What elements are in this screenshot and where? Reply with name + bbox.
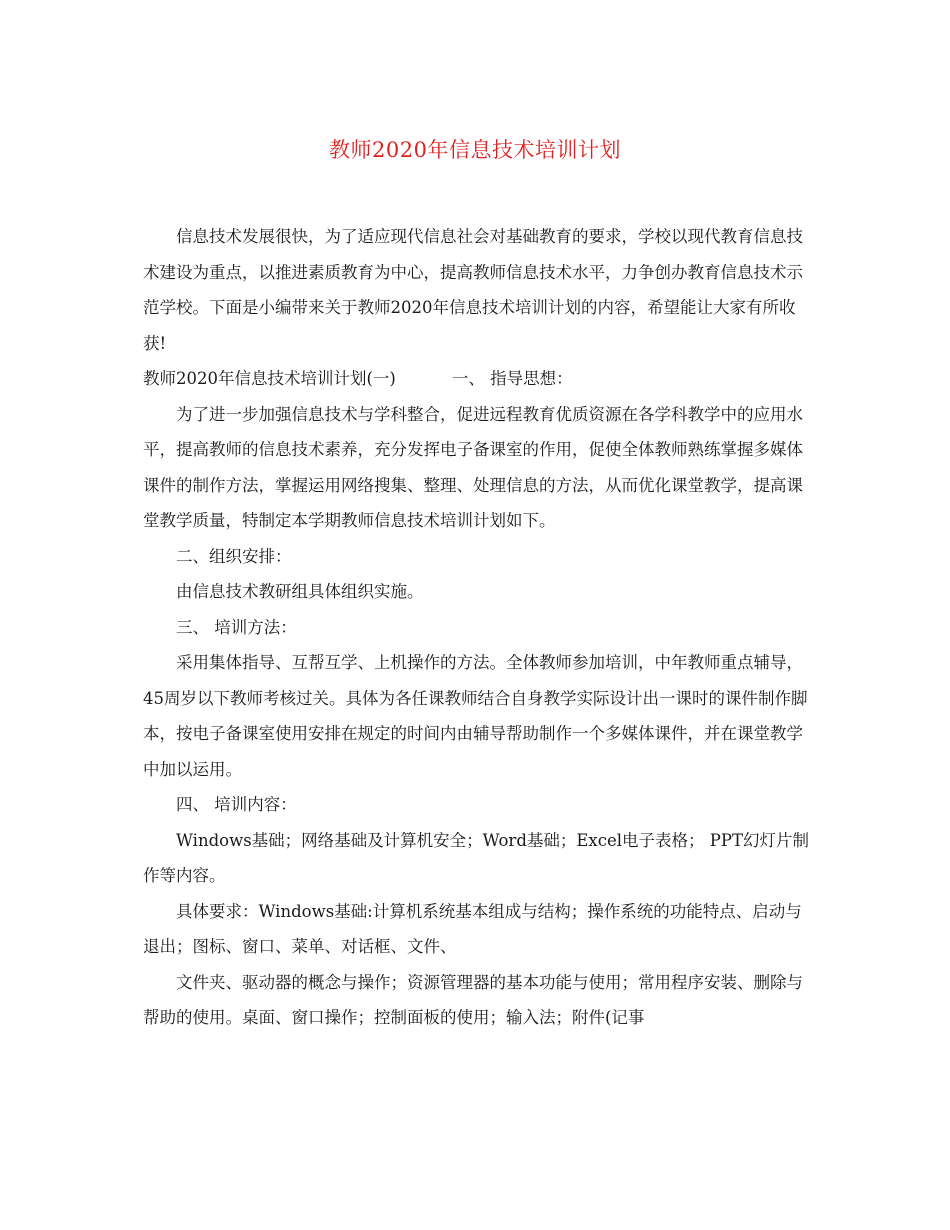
section-heading-training-content: 四、 培训内容： <box>176 795 297 814</box>
paragraph-training-method: 采用集体指导、互帮互学、上机操作的方法。全体教师参加培训，中年教师重点辅导，45周岁以下教师考核过关。具体为各任课教师结合自身教学实际设计出一课时的课件制作脚本，按电子备课室使用安排在规定的时间内由辅导帮助制作一个多媒体课件，并在课堂教学中加以运用。 <box>143 653 808 779</box>
document-title: 教师2020年信息技术培训计划 <box>329 138 621 162</box>
section-heading-guiding-ideology: 一、 指导思想： <box>451 369 573 388</box>
paragraph-guiding-ideology: 为了进一步加强信息技术与学科整合，促进远程教育优质资源在各学科教学中的应用水平，提高教师的信息技术素养，充分发挥电子备课室的作用，促使全体教师熟练掌握多媒体课件的制作方法，掌握运用网络搜集、整理、处理信息的方法，从而优化课堂教学，提高课堂教学质量，特制定本学期教师信息技术培训计划如下。 <box>143 404 803 530</box>
paragraph-folder-operations: 文件夹、驱动器的概念与操作；资源管理器的基本功能与使用；常用程序安装、删除与帮助的使用。桌面、窗口操作；控制面板的使用；输入法；附件(记事 <box>143 972 803 1027</box>
paragraph-training-content: Windows基础；网络基础及计算机安全；Word基础；Excel电子表格； PPT幻灯片制作等内容。 <box>143 830 809 885</box>
paragraph-organization: 由信息技术教研组具体组织实施。 <box>176 582 424 601</box>
paragraph-specific-requirements: 具体要求：Windows基础:计算机系统基本组成与结构；操作系统的功能特点、启动与退出；图标、窗口、菜单、对话框、文件、 <box>143 901 802 956</box>
plan-title: 教师2020年信息技术培训计划(一) <box>143 369 396 388</box>
paragraph-intro: 信息技术发展很快，为了适应现代信息社会对基础教育的要求，学校以现代教育信息技术建设为重点，以推进素质教育为中心，提高教师信息技术水平，力争创办教育信息技术示范学校。下面是小编带来关于教师2020年信息技术培训计划的内容，希望能让大家有所收获! <box>143 227 803 353</box>
document-body <box>143 219 811 1036</box>
plan-heading-line <box>143 361 811 397</box>
section-heading-training-method: 三、 培训方法： <box>176 617 297 637</box>
section-heading-organization: 二、组织安排： <box>176 546 292 566</box>
